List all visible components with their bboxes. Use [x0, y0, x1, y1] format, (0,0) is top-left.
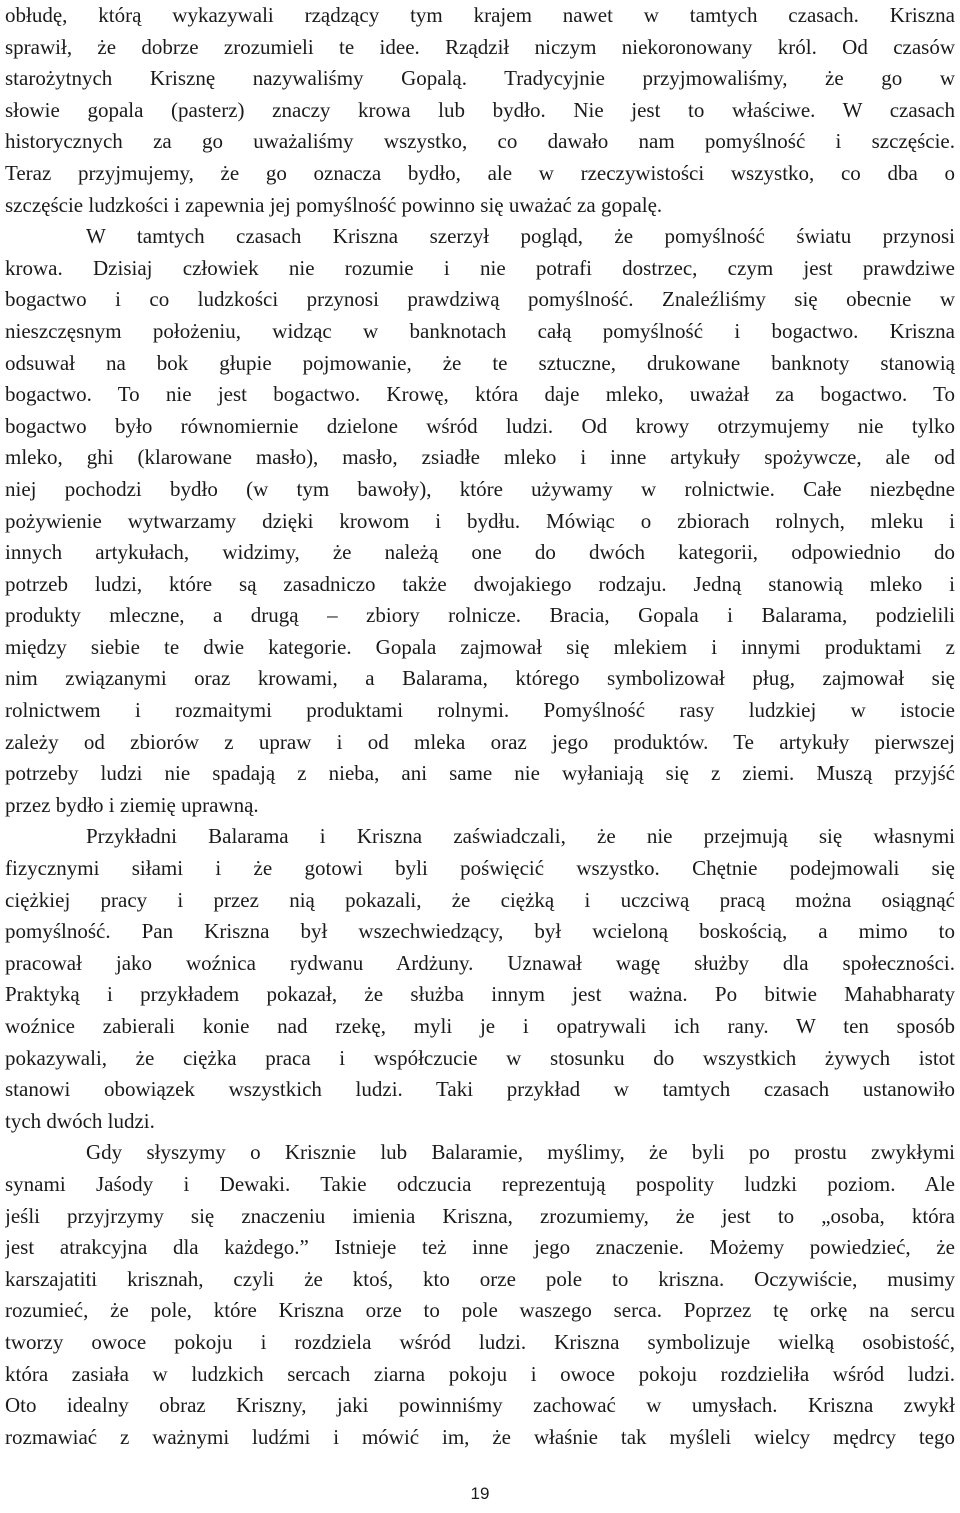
text-line: krowa. Dzisiaj człowiek nie rozumie i nie potrafi dostrzec, czym jest prawdziwe — [5, 255, 955, 280]
text-line: stanowi obowiązek wszystkich ludzi. Taki przykład w tamtych czasach ustanowiło — [5, 1077, 955, 1102]
text-line: niej pochodzi bydło (w tym bawoły), które używamy w rolnictwie. Całe niezbędne — [5, 476, 955, 501]
text-line: bogactwo i co ludzkości przynosi prawdziwą pomyślność. Znaleźliśmy się obecnie w — [5, 287, 955, 312]
text-line: obłudę, którą wykazywali rządzący tym krajem nawet w tamtych czasach. Kriszna — [5, 3, 955, 27]
text-line: rozmawiać z ważnymi ludźmi i mówić im, że właśnie tak myśleli wielcy mędrcy tego — [5, 1424, 955, 1449]
text-line: historycznych za go uważaliśmy wszystko, co dawało nam pomyślność i szczęście. — [5, 129, 955, 154]
text-line: pomyślność. Pan Kriszna był wszechwiedzący, był wcieloną boskością, a mimo to — [5, 919, 955, 944]
text-line: Teraz przyjmujemy, że go oznacza bydło, ale w rzeczywistości wszystko, co dba o — [5, 160, 955, 185]
text-line: pracował jako woźnica rydwanu Ardżuny. Uznawał wagę służby dla społeczności. — [5, 950, 955, 975]
text-line: bogactwo było równomiernie dzielone wśród ludzi. Od krowy otrzymujemy nie tylko — [5, 413, 955, 438]
text-line: odsuwał na bok głupie pojmowanie, że te sztuczne, drukowane banknoty stanowią — [5, 350, 955, 375]
text-line: synami Jaśody i Dewaki. Takie odczucia reprezentują pospolity ludzki poziom. Ale — [5, 1171, 955, 1196]
text-line: Oto idealny obraz Kriszny, jaki powinniśmy zachować w umysłach. Kriszna zwykł — [5, 1393, 955, 1418]
text-line: przez bydło i ziemię uprawną. — [5, 792, 259, 817]
text-line: sprawił, że dobrze zrozumieli te idee. Rządził niczym niekoronowany król. Od czasów — [5, 34, 955, 59]
text-line: szczęście ludzkości i zapewnia jej pomyślność powinno się uważać za gopalę. — [5, 192, 663, 217]
paragraph-first-line: Gdy słyszymy o Krisznie lub Balaramie, myślimy, że byli po prostu zwykłymi — [86, 1140, 955, 1165]
text-line: jeśli przyjrzymy się znaczeniu imienia Kriszna, zrozumiemy, że jest to „osoba, która — [5, 1203, 955, 1228]
paragraph-first-line: W tamtych czasach Kriszna szerzył pogląd, że pomyślność światu przynosi — [86, 224, 955, 249]
text-line: tworzy owoce pokoju i rozdziela wśród ludzi. Kriszna symbolizuje wielką osobistość, — [5, 1329, 955, 1354]
text-line: nieszczęsnym położeniu, widząc w banknotach całą pomyślność i bogactwo. Kriszna — [5, 318, 955, 343]
text-line: rolnictwem i rozmaitymi produktami rolnymi. Pomyślność rasy ludzkiej w istocie — [5, 698, 955, 723]
text-line: potrzeby ludzi nie spadają z nieba, ani same nie wyłaniają się z ziemi. Muszą przyjść — [5, 761, 955, 786]
text-line: zależy od zbiorów z upraw i od mleka oraz jego produktów. Te artykuły pierwszej — [5, 729, 955, 754]
text-line: woźnice zabierali konie nad rzekę, myli je i opatrywali ich rany. W ten sposób — [5, 1014, 955, 1038]
text-line: która zasiała w ludzkich sercach ziarna pokoju i owoce pokoju rozdzieliła wśród ludzi. — [5, 1361, 955, 1386]
text-line: rozumieć, że pole, które Kriszna orze to pole waszego serca. Poprzez tę orkę na sercu — [5, 1298, 955, 1323]
text-line: pokazywali, że ciężka praca i współczucie w stosunku do wszystkich żywych istot — [5, 1045, 955, 1070]
page-number: 19 — [470, 1484, 490, 1503]
text-line: mleko, ghi (klarowane masło), masło, zsiadłe mleko i inne artykuły spożywcze, ale od — [5, 445, 955, 470]
text-line: starożytnych Krisznę nazywaliśmy Gopalą. Tradycyjnie przyjmowaliśmy, że go w — [5, 66, 955, 91]
text-line: ciężkiej pracy i przez nią pokazali, że ciężką i uczciwą pracą można osiągnąć — [5, 887, 955, 912]
text-line: między siebie te dwie kategorie. Gopala zajmował się mlekiem i innymi produktami z — [5, 634, 955, 659]
text-line: produkty mleczne, a drugą – zbiory rolnicze. Bracia, Gopala i Balarama, podzielili — [5, 603, 955, 628]
text-line: słowie gopala (pasterz) znaczy krowa lub bydło. Nie jest to właściwe. W czasach — [5, 97, 955, 122]
text-line: fizycznymi siłami i że gotowi byli poświęcić wszystko. Chętnie podejmowali się — [5, 856, 955, 881]
text-line: nim związanymi oraz krowami, a Balarama, którego symbolizował pług, zajmował się — [5, 666, 955, 691]
text-line: potrzeb ludzi, które są zasadniczo także dwojakiego rodzaju. Jedną stanowią mleko i — [5, 571, 955, 596]
body-text — [5, 0, 955, 1453]
text-line: karszajatiti krisznah, czyli że ktoś, kto orze pole to kriszna. Oczywiście, musimy — [5, 1266, 955, 1291]
text-line: pożywienie wytwarzamy dzięki krowom i bydłu. Mówiąc o zbiorach rolnych, mleku i — [5, 508, 955, 533]
paragraph-first-line: Przykładni Balarama i Kriszna zaświadczali, że nie przejmują się własnymi — [86, 824, 955, 849]
text-line: bogactwo. To nie jest bogactwo. Krowę, która daje mleko, uważał za bogactwo. To — [5, 382, 955, 407]
text-line: tych dwóch ludzi. — [5, 1108, 155, 1133]
text-line: innych artykułach, widzimy, że należą one do dwóch kategorii, odpowiednio do — [5, 540, 955, 565]
text-line: jest atrakcyjna dla każdego.” Istnieje też inne jego znaczenie. Możemy powiedzieć, że — [5, 1235, 955, 1260]
text-line: Praktyką i przykładem pokazał, że służba innym jest ważna. Po bitwie Mahabharaty — [5, 982, 955, 1007]
